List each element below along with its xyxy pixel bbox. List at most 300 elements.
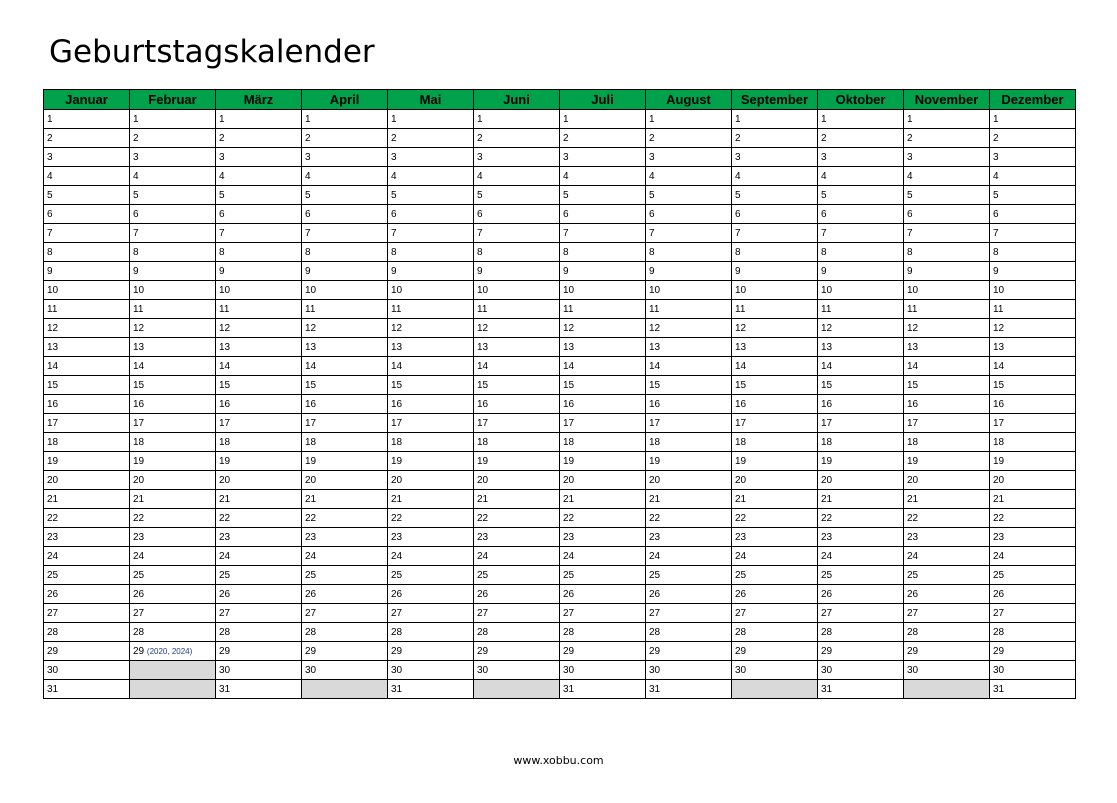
day-cell[interactable] xyxy=(474,566,560,585)
day-cell[interactable] xyxy=(474,585,560,604)
day-cell[interactable] xyxy=(388,471,474,490)
day-cell[interactable] xyxy=(130,528,216,547)
day-cell[interactable] xyxy=(818,604,904,623)
day-cell[interactable] xyxy=(818,490,904,509)
day-cell[interactable] xyxy=(904,243,990,262)
day-cell[interactable] xyxy=(44,490,130,509)
day-cell[interactable] xyxy=(388,395,474,414)
day-cell[interactable] xyxy=(302,300,388,319)
day-cell[interactable] xyxy=(646,281,732,300)
day-cell[interactable] xyxy=(130,319,216,338)
day-cell[interactable] xyxy=(302,433,388,452)
day-cell[interactable] xyxy=(560,547,646,566)
day-cell[interactable] xyxy=(990,224,1076,243)
day-cell[interactable] xyxy=(990,110,1076,129)
day-cell[interactable] xyxy=(474,167,560,186)
day-cell[interactable] xyxy=(818,566,904,585)
day-cell[interactable] xyxy=(904,433,990,452)
day-cell[interactable] xyxy=(818,547,904,566)
day-cell[interactable] xyxy=(646,357,732,376)
day-cell[interactable] xyxy=(302,528,388,547)
day-cell[interactable] xyxy=(646,623,732,642)
day-cell[interactable] xyxy=(44,243,130,262)
day-cell[interactable] xyxy=(302,262,388,281)
day-cell[interactable] xyxy=(388,376,474,395)
day-cell[interactable] xyxy=(302,186,388,205)
day-cell[interactable] xyxy=(216,661,302,680)
day-cell[interactable] xyxy=(904,129,990,148)
day-cell[interactable] xyxy=(560,471,646,490)
day-cell[interactable] xyxy=(990,471,1076,490)
day-cell[interactable] xyxy=(388,357,474,376)
day-cell[interactable] xyxy=(990,509,1076,528)
day-cell[interactable] xyxy=(44,262,130,281)
day-cell[interactable] xyxy=(388,528,474,547)
day-cell[interactable] xyxy=(130,262,216,281)
day-cell[interactable] xyxy=(646,148,732,167)
day-cell[interactable] xyxy=(990,566,1076,585)
day-cell[interactable] xyxy=(560,604,646,623)
day-cell[interactable] xyxy=(216,224,302,243)
day-cell[interactable] xyxy=(560,509,646,528)
day-cell[interactable] xyxy=(818,243,904,262)
day-cell[interactable] xyxy=(474,205,560,224)
day-cell[interactable] xyxy=(216,186,302,205)
day-cell[interactable] xyxy=(904,414,990,433)
day-cell[interactable] xyxy=(904,186,990,205)
day-cell[interactable] xyxy=(904,167,990,186)
day-cell[interactable] xyxy=(388,338,474,357)
day-cell[interactable] xyxy=(474,471,560,490)
day-cell[interactable] xyxy=(560,110,646,129)
day-cell[interactable] xyxy=(388,566,474,585)
day-cell[interactable] xyxy=(732,490,818,509)
day-cell[interactable] xyxy=(904,110,990,129)
day-cell[interactable] xyxy=(560,319,646,338)
day-cell[interactable] xyxy=(130,414,216,433)
day-cell[interactable] xyxy=(818,300,904,319)
day-cell[interactable] xyxy=(474,661,560,680)
day-cell[interactable] xyxy=(560,205,646,224)
day-cell[interactable] xyxy=(474,528,560,547)
day-cell[interactable] xyxy=(44,642,130,661)
day-cell[interactable] xyxy=(216,490,302,509)
day-cell[interactable] xyxy=(216,300,302,319)
day-cell[interactable] xyxy=(818,319,904,338)
day-cell[interactable] xyxy=(818,186,904,205)
day-cell[interactable] xyxy=(818,262,904,281)
day-cell[interactable] xyxy=(560,490,646,509)
day-cell[interactable] xyxy=(732,110,818,129)
day-cell[interactable] xyxy=(990,300,1076,319)
day-cell[interactable] xyxy=(990,547,1076,566)
day-cell[interactable] xyxy=(990,376,1076,395)
day-cell[interactable] xyxy=(216,680,302,699)
day-cell[interactable] xyxy=(646,129,732,148)
day-cell[interactable] xyxy=(130,547,216,566)
day-cell[interactable] xyxy=(130,338,216,357)
day-cell[interactable] xyxy=(904,452,990,471)
day-cell[interactable] xyxy=(474,357,560,376)
day-cell[interactable] xyxy=(44,300,130,319)
day-cell[interactable] xyxy=(44,604,130,623)
day-cell[interactable] xyxy=(388,604,474,623)
day-cell[interactable] xyxy=(732,262,818,281)
day-cell[interactable] xyxy=(474,490,560,509)
day-cell[interactable] xyxy=(904,528,990,547)
day-cell[interactable] xyxy=(818,129,904,148)
day-cell[interactable] xyxy=(44,452,130,471)
day-cell[interactable] xyxy=(474,509,560,528)
day-cell[interactable] xyxy=(216,623,302,642)
day-cell[interactable] xyxy=(302,338,388,357)
day-cell[interactable] xyxy=(560,452,646,471)
day-cell[interactable] xyxy=(560,129,646,148)
day-cell[interactable] xyxy=(130,623,216,642)
day-cell[interactable] xyxy=(732,452,818,471)
day-cell[interactable] xyxy=(388,205,474,224)
day-cell[interactable] xyxy=(388,433,474,452)
day-cell[interactable] xyxy=(818,224,904,243)
day-cell[interactable] xyxy=(904,566,990,585)
day-cell[interactable] xyxy=(130,395,216,414)
day-cell[interactable] xyxy=(904,604,990,623)
day-cell[interactable] xyxy=(818,452,904,471)
day-cell[interactable] xyxy=(990,281,1076,300)
day-cell[interactable] xyxy=(302,357,388,376)
day-cell[interactable] xyxy=(474,281,560,300)
day-cell[interactable] xyxy=(216,547,302,566)
day-cell[interactable] xyxy=(646,528,732,547)
day-cell[interactable] xyxy=(818,148,904,167)
day-cell[interactable] xyxy=(646,224,732,243)
day-cell[interactable] xyxy=(990,490,1076,509)
day-cell[interactable] xyxy=(474,623,560,642)
day-cell[interactable] xyxy=(818,528,904,547)
day-cell[interactable] xyxy=(216,357,302,376)
day-cell[interactable] xyxy=(44,110,130,129)
day-cell[interactable] xyxy=(646,585,732,604)
day-cell[interactable] xyxy=(388,642,474,661)
day-cell[interactable] xyxy=(302,243,388,262)
day-cell[interactable] xyxy=(130,148,216,167)
day-cell[interactable] xyxy=(474,129,560,148)
day-cell[interactable] xyxy=(216,433,302,452)
day-cell[interactable] xyxy=(990,205,1076,224)
day-cell[interactable] xyxy=(388,623,474,642)
day-cell[interactable] xyxy=(560,566,646,585)
day-cell[interactable] xyxy=(904,148,990,167)
day-cell[interactable] xyxy=(818,661,904,680)
day-cell[interactable] xyxy=(646,262,732,281)
day-cell[interactable] xyxy=(474,604,560,623)
day-cell[interactable] xyxy=(216,528,302,547)
day-cell[interactable] xyxy=(302,376,388,395)
day-cell[interactable] xyxy=(474,338,560,357)
day-cell[interactable] xyxy=(732,547,818,566)
day-cell[interactable] xyxy=(732,243,818,262)
day-cell[interactable] xyxy=(818,642,904,661)
day-cell[interactable] xyxy=(44,566,130,585)
day-cell[interactable] xyxy=(474,547,560,566)
day-cell[interactable] xyxy=(990,129,1076,148)
day-cell[interactable] xyxy=(818,110,904,129)
day-cell[interactable] xyxy=(388,300,474,319)
day-cell[interactable] xyxy=(560,300,646,319)
day-cell[interactable] xyxy=(302,452,388,471)
day-cell[interactable] xyxy=(732,338,818,357)
day-cell[interactable] xyxy=(904,205,990,224)
day-cell[interactable] xyxy=(560,642,646,661)
day-cell[interactable] xyxy=(302,547,388,566)
day-cell[interactable] xyxy=(388,680,474,699)
day-cell[interactable] xyxy=(646,167,732,186)
day-cell[interactable] xyxy=(560,661,646,680)
day-cell[interactable] xyxy=(732,129,818,148)
day-cell[interactable] xyxy=(990,357,1076,376)
day-cell[interactable] xyxy=(44,528,130,547)
day-cell[interactable] xyxy=(732,395,818,414)
day-cell[interactable] xyxy=(216,642,302,661)
day-cell[interactable] xyxy=(732,661,818,680)
day-cell[interactable] xyxy=(560,680,646,699)
day-cell[interactable] xyxy=(388,148,474,167)
day-cell[interactable] xyxy=(474,148,560,167)
day-cell[interactable] xyxy=(44,281,130,300)
day-cell[interactable] xyxy=(646,433,732,452)
day-cell[interactable] xyxy=(818,338,904,357)
day-cell[interactable] xyxy=(130,566,216,585)
day-cell[interactable] xyxy=(216,566,302,585)
day-cell[interactable] xyxy=(130,376,216,395)
day-cell[interactable] xyxy=(44,661,130,680)
day-cell[interactable] xyxy=(560,243,646,262)
day-cell[interactable] xyxy=(990,186,1076,205)
day-cell[interactable] xyxy=(474,376,560,395)
day-cell[interactable] xyxy=(560,357,646,376)
day-cell[interactable] xyxy=(560,262,646,281)
day-cell[interactable] xyxy=(990,528,1076,547)
day-cell[interactable] xyxy=(474,319,560,338)
day-cell[interactable] xyxy=(732,433,818,452)
day-cell[interactable] xyxy=(732,224,818,243)
day-cell[interactable] xyxy=(44,509,130,528)
day-cell[interactable] xyxy=(560,148,646,167)
day-cell[interactable] xyxy=(732,167,818,186)
day-cell[interactable] xyxy=(130,281,216,300)
day-cell[interactable] xyxy=(990,414,1076,433)
day-cell[interactable] xyxy=(990,604,1076,623)
day-cell[interactable] xyxy=(388,661,474,680)
day-cell[interactable] xyxy=(216,338,302,357)
day-cell[interactable] xyxy=(388,281,474,300)
day-cell[interactable] xyxy=(474,433,560,452)
day-cell[interactable] xyxy=(732,281,818,300)
day-cell[interactable] xyxy=(44,471,130,490)
day-cell[interactable] xyxy=(818,376,904,395)
day-cell[interactable] xyxy=(732,623,818,642)
day-cell[interactable] xyxy=(732,566,818,585)
day-cell[interactable] xyxy=(474,452,560,471)
day-cell[interactable] xyxy=(216,395,302,414)
day-cell[interactable] xyxy=(44,319,130,338)
day-cell[interactable] xyxy=(818,509,904,528)
day-cell[interactable] xyxy=(560,623,646,642)
day-cell[interactable] xyxy=(130,224,216,243)
day-cell[interactable] xyxy=(216,585,302,604)
day-cell[interactable] xyxy=(302,471,388,490)
day-cell[interactable] xyxy=(474,110,560,129)
day-cell[interactable] xyxy=(646,319,732,338)
day-cell[interactable] xyxy=(904,300,990,319)
day-cell[interactable] xyxy=(560,338,646,357)
day-cell[interactable] xyxy=(560,433,646,452)
day-cell[interactable] xyxy=(216,243,302,262)
day-cell[interactable] xyxy=(302,129,388,148)
day-cell[interactable] xyxy=(990,262,1076,281)
day-cell[interactable] xyxy=(818,281,904,300)
day-cell[interactable] xyxy=(130,471,216,490)
day-cell[interactable] xyxy=(130,243,216,262)
day-cell[interactable] xyxy=(44,395,130,414)
day-cell[interactable] xyxy=(818,167,904,186)
day-cell[interactable] xyxy=(818,585,904,604)
day-cell[interactable] xyxy=(130,129,216,148)
day-cell[interactable] xyxy=(904,319,990,338)
day-cell[interactable] xyxy=(44,205,130,224)
day-cell[interactable] xyxy=(560,281,646,300)
day-cell[interactable] xyxy=(302,509,388,528)
day-cell[interactable] xyxy=(560,414,646,433)
day-cell[interactable] xyxy=(388,243,474,262)
day-cell[interactable] xyxy=(388,110,474,129)
day-cell[interactable] xyxy=(732,300,818,319)
day-cell[interactable] xyxy=(904,585,990,604)
day-cell[interactable] xyxy=(388,414,474,433)
day-cell[interactable] xyxy=(646,300,732,319)
day-cell[interactable] xyxy=(646,547,732,566)
day-cell[interactable] xyxy=(904,224,990,243)
day-cell[interactable] xyxy=(302,395,388,414)
day-cell[interactable] xyxy=(646,452,732,471)
day-cell[interactable] xyxy=(216,604,302,623)
day-cell[interactable] xyxy=(646,110,732,129)
day-cell[interactable] xyxy=(732,471,818,490)
day-cell[interactable] xyxy=(904,357,990,376)
day-cell[interactable] xyxy=(130,300,216,319)
day-cell[interactable] xyxy=(302,148,388,167)
day-cell[interactable] xyxy=(732,642,818,661)
day-cell[interactable] xyxy=(216,129,302,148)
day-cell[interactable] xyxy=(646,566,732,585)
day-cell[interactable] xyxy=(646,604,732,623)
day-cell[interactable] xyxy=(216,509,302,528)
day-cell[interactable] xyxy=(904,661,990,680)
day-cell[interactable] xyxy=(44,357,130,376)
day-cell[interactable] xyxy=(904,281,990,300)
day-cell[interactable] xyxy=(904,623,990,642)
day-cell[interactable] xyxy=(732,604,818,623)
day-cell[interactable] xyxy=(302,224,388,243)
day-cell[interactable] xyxy=(44,376,130,395)
day-cell[interactable] xyxy=(216,148,302,167)
day-cell[interactable] xyxy=(388,547,474,566)
day-cell[interactable] xyxy=(990,243,1076,262)
day-cell[interactable] xyxy=(560,376,646,395)
day-cell[interactable] xyxy=(818,357,904,376)
day-cell[interactable] xyxy=(560,585,646,604)
day-cell[interactable] xyxy=(44,338,130,357)
day-cell[interactable] xyxy=(990,148,1076,167)
day-cell[interactable] xyxy=(732,186,818,205)
day-cell[interactable] xyxy=(646,661,732,680)
day-cell[interactable] xyxy=(302,414,388,433)
day-cell[interactable] xyxy=(560,167,646,186)
day-cell[interactable] xyxy=(130,585,216,604)
day-cell[interactable] xyxy=(44,186,130,205)
day-cell[interactable] xyxy=(216,471,302,490)
day-cell[interactable] xyxy=(130,110,216,129)
day-cell[interactable] xyxy=(818,623,904,642)
day-cell[interactable] xyxy=(302,319,388,338)
day-cell[interactable] xyxy=(130,642,216,661)
day-cell[interactable] xyxy=(388,167,474,186)
day-cell[interactable] xyxy=(990,623,1076,642)
day-cell[interactable] xyxy=(904,376,990,395)
day-cell[interactable] xyxy=(130,490,216,509)
day-cell[interactable] xyxy=(474,300,560,319)
day-cell[interactable] xyxy=(474,186,560,205)
day-cell[interactable] xyxy=(302,205,388,224)
day-cell[interactable] xyxy=(732,319,818,338)
day-cell[interactable] xyxy=(990,395,1076,414)
day-cell[interactable] xyxy=(646,680,732,699)
day-cell[interactable] xyxy=(216,167,302,186)
day-cell[interactable] xyxy=(302,167,388,186)
day-cell[interactable] xyxy=(44,129,130,148)
day-cell[interactable] xyxy=(130,452,216,471)
day-cell[interactable] xyxy=(990,642,1076,661)
day-cell[interactable] xyxy=(474,262,560,281)
day-cell[interactable] xyxy=(216,452,302,471)
day-cell[interactable] xyxy=(216,376,302,395)
day-cell[interactable] xyxy=(560,395,646,414)
day-cell[interactable] xyxy=(388,509,474,528)
day-cell[interactable] xyxy=(646,395,732,414)
day-cell[interactable] xyxy=(560,186,646,205)
day-cell[interactable] xyxy=(216,319,302,338)
day-cell[interactable] xyxy=(904,471,990,490)
day-cell[interactable] xyxy=(388,452,474,471)
day-cell[interactable] xyxy=(732,357,818,376)
day-cell[interactable] xyxy=(44,623,130,642)
day-cell[interactable] xyxy=(560,528,646,547)
day-cell[interactable] xyxy=(388,129,474,148)
day-cell[interactable] xyxy=(990,167,1076,186)
day-cell[interactable] xyxy=(646,205,732,224)
day-cell[interactable] xyxy=(216,414,302,433)
day-cell[interactable] xyxy=(302,110,388,129)
day-cell[interactable] xyxy=(646,490,732,509)
day-cell[interactable] xyxy=(44,680,130,699)
day-cell[interactable] xyxy=(990,680,1076,699)
day-cell[interactable] xyxy=(302,642,388,661)
day-cell[interactable] xyxy=(646,471,732,490)
day-cell[interactable] xyxy=(388,319,474,338)
day-cell[interactable] xyxy=(904,490,990,509)
day-cell[interactable] xyxy=(818,433,904,452)
day-cell[interactable] xyxy=(904,395,990,414)
